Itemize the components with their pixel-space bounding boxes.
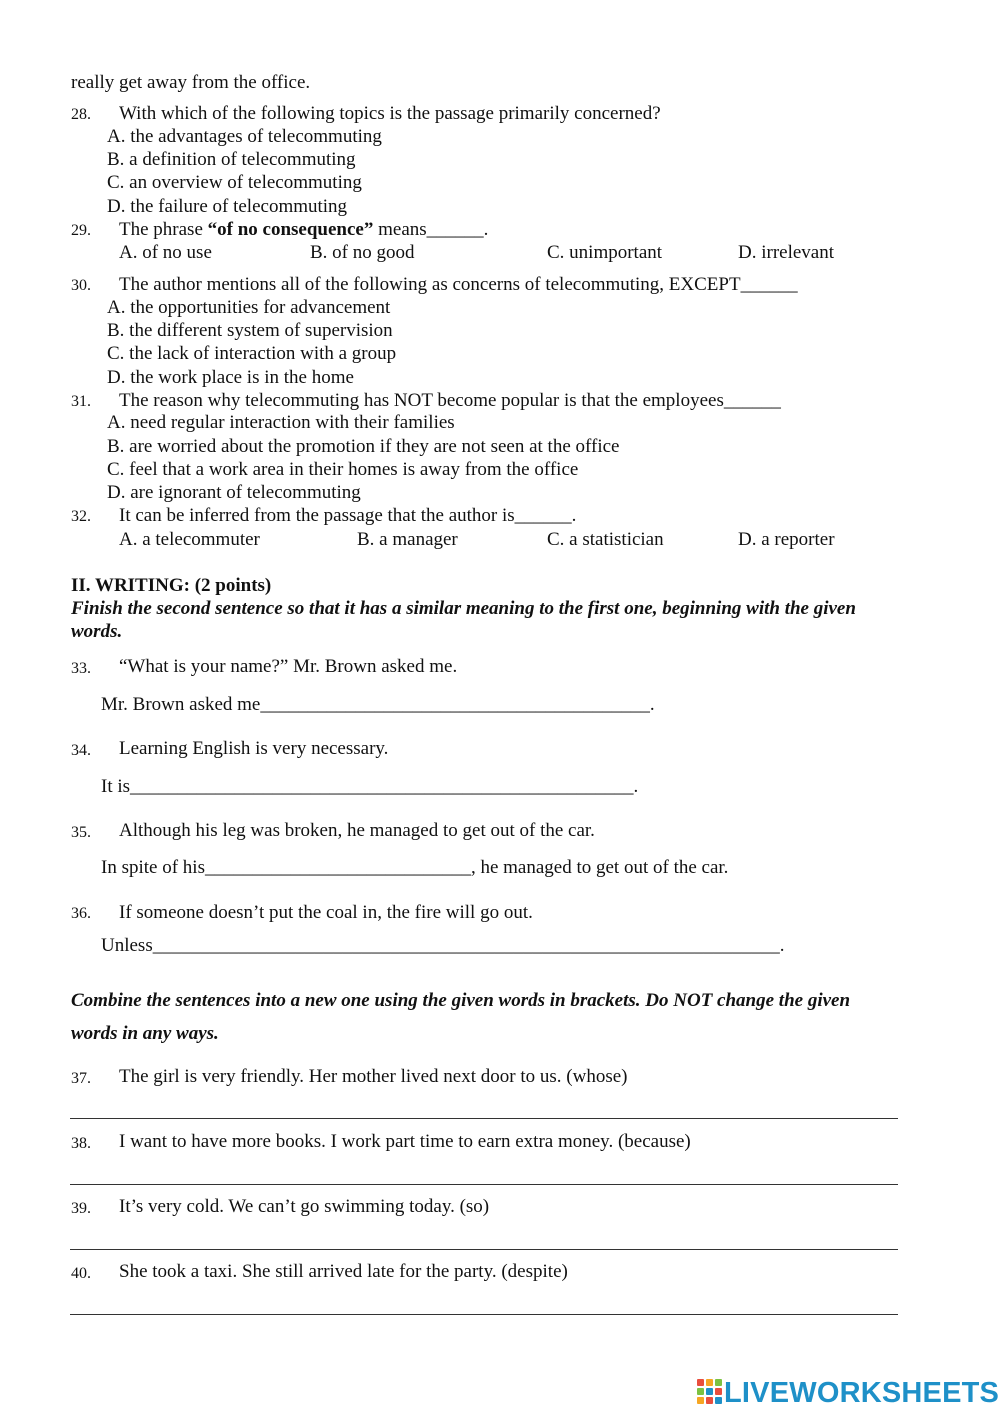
option-a[interactable]: A. a telecommuter [119,529,260,550]
option-c[interactable]: C. the lack of interaction with a group [107,343,397,364]
question-number: 39. [71,1200,91,1217]
writing-prompt: “What is your name?” Mr. Brown asked me. [119,656,458,677]
answer-line[interactable] [70,1314,898,1315]
logo-wordmark: LIVEWORKSHEETS [724,1377,1000,1409]
answer-field[interactable]: Unless__________________________________________________________________. [101,935,785,956]
option-c[interactable]: C. unimportant [547,242,663,263]
question-text-bold: “of no consequence” [207,219,374,240]
combine-instruction-line-2: words in any ways. [71,1023,219,1044]
question-text-pre: The phrase [119,219,208,240]
question-text: It can be inferred from the passage that the author is______. [119,505,577,526]
option-b[interactable]: B. a definition of telecommuting [107,149,356,170]
answer-field[interactable]: In spite of his____________________________, he managed to get out of the car. [101,857,729,878]
question-text [119,219,488,241]
question-number: 28. [71,106,91,123]
combine-instruction-line-1: Combine the sentences into a new one using the given words in brackets. Do NOT change the given [71,990,851,1011]
option-c[interactable]: C. a statistician [547,529,664,550]
answer-line[interactable] [70,1118,898,1119]
option-b[interactable]: B. of no good [310,242,415,263]
answer-field[interactable]: It is_____________________________________________________. [101,776,639,797]
option-a[interactable]: A. the opportunities for advancement [107,297,391,318]
option-c[interactable]: C. an overview of telecommuting [107,172,362,193]
passage-continuation: really get away from the office. [71,72,311,93]
question-text: The reason why telecommuting has NOT become popular is that the employees______ [119,390,781,411]
option-b[interactable]: B. a manager [357,529,458,550]
question-number: 38. [71,1135,91,1152]
writing-prompt: If someone doesn’t put the coal in, the fire will go out. [119,902,533,923]
option-a[interactable]: A. need regular interaction with their families [107,412,455,433]
question-number: 34. [71,742,91,759]
question-number: 36. [71,905,91,922]
question-number: 31. [71,393,91,410]
question-number: 29. [71,222,91,239]
combine-prompt: It’s very cold. We can’t go swimming today. (so) [119,1196,490,1217]
option-d[interactable]: D. a reporter [738,529,835,550]
question-text: With which of the following topics is the passage primarily concerned? [119,103,661,124]
writing-prompt: Learning English is very necessary. [119,738,389,759]
logo-grid-icon [697,1379,723,1405]
option-d[interactable]: D. the work place is in the home [107,367,354,388]
option-b[interactable]: B. the different system of supervision [107,320,393,341]
answer-line[interactable] [70,1184,898,1185]
option-c[interactable]: C. feel that a work area in their homes is away from the office [107,459,579,480]
question-number: 35. [71,824,91,841]
instruction-line-1: Finish the second sentence so that it has a similar meaning to the first one, beginning with the given [71,598,856,619]
combine-prompt: She took a taxi. She still arrived late for the party. (despite) [119,1261,568,1282]
option-d[interactable]: D. the failure of telecommuting [107,196,348,217]
option-d[interactable]: D. are ignorant of telecommuting [107,482,361,503]
question-number: 37. [71,1070,91,1087]
option-b[interactable]: B. are worried about the promotion if they are not seen at the office [107,436,620,457]
answer-field[interactable]: Mr. Brown asked me_________________________________________. [101,694,655,715]
option-a[interactable]: A. the advantages of telecommuting [107,126,382,147]
question-number: 30. [71,277,91,294]
instruction-line-2: words. [71,621,123,642]
section-heading: II. WRITING: (2 points) [71,575,272,596]
question-number: 33. [71,660,91,677]
combine-prompt: I want to have more books. I work part time to earn extra money. (because) [119,1131,691,1152]
liveworksheets-logo [697,1376,1000,1410]
writing-prompt: Although his leg was broken, he managed to get out of the car. [119,820,595,841]
question-text-post: means______. [373,219,489,240]
question-text: The author mentions all of the following as concerns of telecommuting, EXCEPT______ [119,274,798,295]
combine-prompt: The girl is very friendly. Her mother lived next door to us. (whose) [119,1066,628,1087]
option-a[interactable]: A. of no use [119,242,212,263]
question-number: 32. [71,508,91,525]
question-number: 40. [71,1265,91,1282]
answer-line[interactable] [70,1249,898,1250]
option-d[interactable]: D. irrelevant [738,242,835,263]
